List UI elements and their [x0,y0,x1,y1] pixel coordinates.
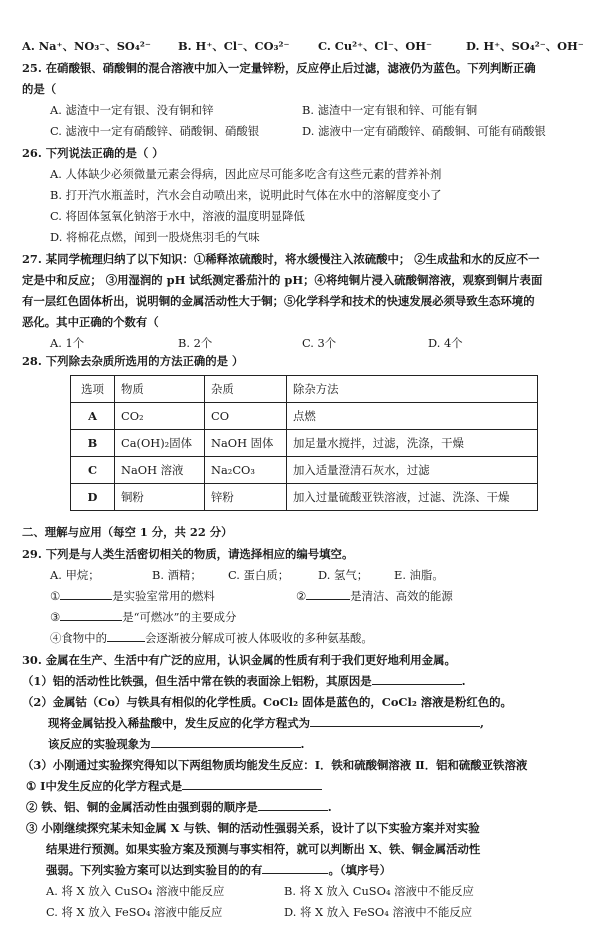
q30-option-a: A. 将 X 放入 CuSO₄ 溶液中能反应 [46,884,225,898]
q27-option-d: D. 4个 [428,336,463,350]
q29-fill-4-prefix: ④食物中的 [50,631,107,645]
q30-sub2-text: ② 铁、铝、铜的金属活动性由强到弱的顺序是 [26,800,258,814]
q24-option-b: B. H⁺、Cl⁻、CO₃²⁻ [178,39,290,53]
table-cell: C [71,457,115,484]
q30-part2-equation-label: 现将金属钴投入稀盐酸中，发生反应的化学方程式为 [48,716,310,730]
table-cell: Na₂CO₃ [205,457,287,484]
q24-option-d: D. H⁺、SO₄²⁻、OH⁻ [466,39,584,53]
header-cell: 杂质 [205,376,287,403]
q30-sub3-line1: ③ 小刚继续探究某未知金属 X 与铁、铜的活动性强弱关系，设计了以下实验方案并对实验 [26,821,480,835]
q29-fill-2 [296,588,453,604]
q30-sub3-line3-text: 强弱。下列实验方案可以达到实验目的的有 [46,863,263,877]
table-cell: 加足量水搅拌，过滤，洗涤，干燥 [287,430,538,457]
q27-line3: 有一层红色固体析出，说明铜的金属活动性大于铜；⑤化学科学和技术的快速发展必须导致生态环境的 [22,294,535,308]
q30-sub3-line2: 结果进行预测。如果实验方案及预测与事实相符，就可以判断出 X、铁、铜金属活动性 [46,842,481,856]
q25-stem-line2: 的是（ [22,82,57,96]
q25-option-d: D. 滤液中一定有硝酸锌、硝酸铜、可能有硝酸银 [302,124,546,138]
q30-sub3-line3-tail: 。（填序号） [328,863,392,877]
q30-part2-phenomenon-label: 该反应的实验现象为 [48,737,151,751]
q29-fill-3-text: 是“可燃冰”的主要成分 [122,610,237,624]
q29-fill-2-text: 是清洁、高效的能源 [350,589,453,603]
table-row [71,457,538,484]
q27-line2: 定是中和反应； ③用湿润的 pH 试纸测定番茄汁的 pH；④将纯铜片浸入硫酸铜溶液，观察到铜片表面 [22,273,543,287]
table-cell: D [71,484,115,511]
q30-part2-line2: 现将金属钴投入稀盐酸中，发生反应的化学方程式为 , [48,716,484,730]
q26-option-a: A. 人体缺少必须微量元素会得病，因此应尽可能多吃含有这些元素的营养补剂 [50,167,442,181]
table-header-row [71,376,538,403]
table-cell: B [71,430,115,457]
answer-blank[interactable] [107,630,145,642]
q24-option-c: C. Cu²⁺、Cl⁻、OH⁻ [318,39,433,53]
q25-option-a: A. 滤渣中一定有银、没有铜和锌 [50,103,214,117]
q27-option-c: C. 3个 [302,336,337,350]
answer-blank[interactable] [262,862,328,874]
q29-fill-3 [50,609,236,625]
q26-option-b: B. 打开汽水瓶盖时，汽水会自动喷出来，说明此时气体在水中的溶解度变小了 [50,188,442,202]
table-cell: NaOH 溶液 [115,457,205,484]
q24-option-a: A. Na⁺、NO₃⁻、SO₄²⁻ [22,39,151,53]
answer-blank[interactable] [310,715,480,727]
q25-option-c: C. 滤液中一定有硝酸锌、硝酸铜、硝酸银 [50,124,260,138]
table-row [71,430,538,457]
q30-option-d: D. 将 X 放入 FeSO₄ 溶液中不能反应 [284,905,473,919]
q29-stem: 29. 下列是与人类生活密切相关的物质，请选择相应的编号填空。 [22,547,354,561]
header-cell: 选项 [71,376,115,403]
q29-fill-1 [50,588,215,604]
q29-choice-e: E. 油脂。 [394,568,444,582]
q28-stem: 28. 下列除去杂质所选用的方法正确的是 ） [22,354,244,368]
q29-fill-3-number: ③ [50,610,61,624]
table-row [71,484,538,511]
q29-fill-1-text: 是实验室常用的燃料 [112,589,215,603]
q30-part1: （1）铝的活动性比铁强，但生活中常在铁的表面涂上铝粉，其原因是 . [22,674,466,688]
q25-option-b: B. 滤渣中一定有银和锌、可能有铜 [302,103,478,117]
header-cell: 除杂方法 [287,376,538,403]
q30-sub3-line3 [46,862,391,878]
section-title: 二、理解与应用（每空 1 分，共 22 分） [22,525,233,539]
answer-blank[interactable] [60,588,112,600]
q27-option-a: A. 1个 [50,336,85,350]
table-cell: 锌粉 [205,484,287,511]
q30-part2-line3: 该反应的实验现象为 . [48,737,305,751]
q29-choice-b: B. 酒精； [152,568,202,582]
table-cell: CO₂ [115,403,205,430]
answer-blank[interactable] [151,736,301,748]
q28-table [70,375,538,511]
q25-stem-line1: 25. 在硝酸银、硝酸铜的混合溶液中加入一定量锌粉，反应停止后过滤，滤液仍为蓝色。下列判断正确 [22,61,536,75]
table-cell: 加入适量澄清石灰水，过滤 [287,457,538,484]
q27-option-b: B. 2个 [178,336,213,350]
q29-fill-1-number: ① [50,589,61,603]
q30-option-b: B. 将 X 放入 CuSO₄ 溶液中不能反应 [284,884,474,898]
answer-blank[interactable] [182,778,322,790]
table-cell: CO [205,403,287,430]
q29-choice-d: D. 氢气； [318,568,369,582]
header-cell: 物质 [115,376,205,403]
q27-line4: 恶化。其中正确的个数有（ [22,315,159,329]
q30-sub1-text: ① Ⅰ中发生反应的化学方程式是 [26,779,183,793]
q26-option-c: C. 将固体氢氧化钠溶于水中，溶液的温度明显降低 [50,209,305,223]
q29-choice-c: C. 蛋白质； [228,568,290,582]
table-cell: NaOH 固体 [205,430,287,457]
q29-fill-4-text: 会逐渐被分解成可被人体吸收的多种氨基酸。 [144,631,373,645]
q26-stem: 26. 下列说法正确的是（ ） [22,146,164,160]
table-cell: 点燃 [287,403,538,430]
q30-part2-line1: （2）金属钴（Co）与铁具有相似的化学性质。CoCl₂ 固体是蓝色的，CoCl₂ 溶液是粉红色的。 [22,695,512,709]
table-cell: 铜粉 [115,484,205,511]
table-row [71,403,538,430]
answer-blank[interactable] [372,673,462,685]
q30-part1-text: （1）铝的活动性比铁强，但生活中常在铁的表面涂上铝粉，其原因是 [22,674,372,688]
answer-blank[interactable] [60,609,122,621]
table-cell: Ca(OH)₂固体 [115,430,205,457]
answer-blank[interactable] [306,588,350,600]
table-cell: A [71,403,115,430]
table-cell: 加入过量硫酸亚铁溶液，过滤、洗涤、干燥 [287,484,538,511]
q29-choice-a: A. 甲烷； [50,568,100,582]
q30-option-c: C. 将 X 放入 FeSO₄ 溶液中能反应 [46,905,223,919]
q30-sub1 [26,778,322,794]
answer-blank[interactable] [258,799,328,811]
q30-part3: （3）小刚通过实验探究得知以下两组物质均能发生反应：Ⅰ．铁和硫酸铜溶液 Ⅱ．铝和硫酸亚铁溶液 [22,758,528,772]
q27-line1: 27. 某同学梳理归纳了以下知识：①稀释浓硫酸时，将水缓慢注入浓硫酸中； ②生成盐和水的反应不一 [22,252,540,266]
q30-sub2: ② 铁、铝、铜的金属活动性由强到弱的顺序是 . [26,800,332,814]
q26-option-d: D. 将棉花点燃，闻到一股烧焦羽毛的气味 [50,230,260,244]
q29-fill-2-number: ② [296,589,307,603]
q29-fill-4 [50,630,373,646]
q30-stem: 30. 金属在生产、生活中有广泛的应用，认识金属的性质有利于我们更好地利用金属。 [22,653,456,667]
